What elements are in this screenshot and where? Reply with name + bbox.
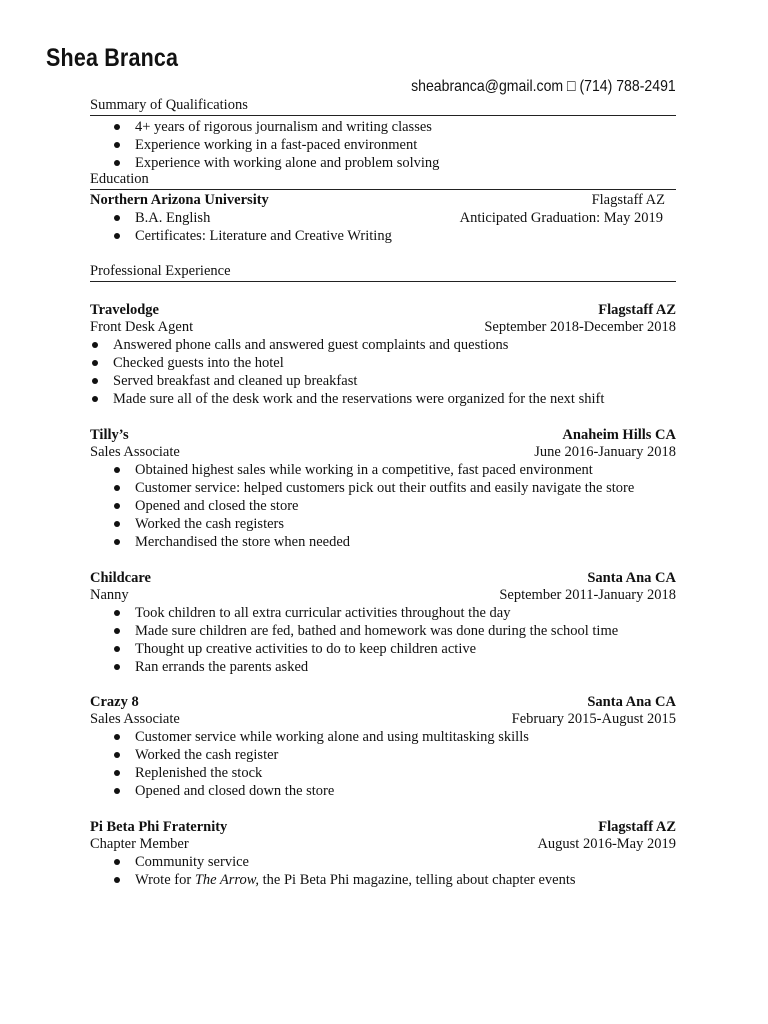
job-location: Anaheim Hills CA xyxy=(562,427,676,443)
list-item: Certificates: Literature and Creative Writing xyxy=(135,228,392,244)
job-dates: September 2011-January 2018 xyxy=(499,587,676,603)
list-item: Replenished the stock xyxy=(135,764,529,782)
job-header xyxy=(90,426,676,444)
job-title: Chapter Member xyxy=(90,836,189,852)
list-item: Made sure children are fed, bathed and homework was done during the school time xyxy=(135,623,619,639)
list-item: Worked the cash register xyxy=(135,746,529,764)
job-subheader xyxy=(90,835,676,853)
bullet-icon xyxy=(114,215,120,221)
list-item: Took children to all extra curricular activities throughout the day xyxy=(135,604,618,622)
summary-list xyxy=(135,118,439,172)
job-location: Flagstaff AZ xyxy=(598,819,676,835)
job-location: Santa Ana CA xyxy=(587,694,676,710)
job-header xyxy=(90,569,676,587)
job-dates: September 2018-December 2018 xyxy=(484,319,676,335)
item-prefix: Wrote for xyxy=(135,872,195,888)
job-header xyxy=(90,818,676,836)
list-item: Thought up creative activities to do to keep children active xyxy=(135,640,618,658)
job-title: Sales Associate xyxy=(90,711,180,727)
job-location: Santa Ana CA xyxy=(587,570,676,586)
job-location: Flagstaff AZ xyxy=(598,302,676,318)
school-location: Flagstaff AZ xyxy=(591,192,665,208)
job-subheader xyxy=(90,318,676,336)
degree: B.A. English xyxy=(135,210,211,226)
list-item xyxy=(135,871,576,889)
job-duties xyxy=(135,604,618,676)
job-subheader xyxy=(90,443,676,461)
list-item: Community service xyxy=(135,853,576,871)
list-item: Made sure all of the desk work and the reservations were organized for the next shift xyxy=(113,391,605,407)
job-header xyxy=(90,301,676,319)
education-list xyxy=(135,227,392,245)
list-item: Opened and closed the store xyxy=(135,497,634,515)
job-duties xyxy=(135,853,576,889)
list-item: Opened and closed down the store xyxy=(135,782,529,800)
list-item: Answered phone calls and answered guest complaints and questions xyxy=(113,336,604,354)
job-duties xyxy=(113,336,604,408)
list-item: Checked guests into the hotel xyxy=(113,354,604,372)
job-dates: June 2016-January 2018 xyxy=(534,444,676,460)
job-org: Pi Beta Phi Fraternity xyxy=(90,819,228,835)
job-org: Crazy 8 xyxy=(90,694,139,710)
list-item: Experience with working alone and problem solving xyxy=(135,155,440,171)
experience-heading: Professional Experience xyxy=(90,263,676,282)
list-item: Served breakfast and cleaned up breakfast xyxy=(113,372,604,390)
list-item: Obtained highest sales while working in a competitive, fast paced environment xyxy=(135,461,634,479)
resume-name: Shea Branca xyxy=(46,44,179,72)
job-duties xyxy=(135,728,529,800)
list-item: Customer service while working alone and using multitasking skills xyxy=(135,729,529,745)
job-subheader xyxy=(90,710,676,728)
list-item: Customer service: helped customers pick out their outfits and easily navigate the store xyxy=(135,480,635,496)
degree-item xyxy=(90,209,210,227)
education-degree-row xyxy=(90,209,663,227)
job-dates: February 2015-August 2015 xyxy=(511,711,676,727)
contact-line: sheabranca@gmail.com □ (714) 788-2491 xyxy=(411,78,676,95)
job-title: Nanny xyxy=(90,587,129,603)
graduation-date: Anticipated Graduation: May 2019 xyxy=(459,210,663,226)
education-heading: Education xyxy=(90,171,676,190)
job-org: Childcare xyxy=(90,570,151,586)
job-header xyxy=(90,693,676,711)
job-org: Travelodge xyxy=(90,302,159,318)
job-duties xyxy=(135,461,634,551)
item-suffix: the Pi Beta Phi magazine, telling about chapter events xyxy=(259,872,576,888)
job-subheader xyxy=(90,586,676,604)
job-title: Front Desk Agent xyxy=(90,319,194,335)
job-org: Tilly’s xyxy=(90,427,129,443)
job-title: Sales Associate xyxy=(90,444,180,460)
magazine-title: The Arrow, xyxy=(194,872,260,888)
list-item: Experience working in a fast-paced environment xyxy=(135,136,439,154)
list-item: Ran errands the parents asked xyxy=(135,658,618,676)
list-item: Worked the cash registers xyxy=(135,515,634,533)
summary-heading: Summary of Qualifications xyxy=(90,97,676,116)
list-item: Merchandised the store when needed xyxy=(135,533,634,551)
school-name: Northern Arizona University xyxy=(90,192,269,208)
list-item: 4+ years of rigorous journalism and writing classes xyxy=(135,118,439,136)
education-school-row xyxy=(90,191,665,209)
job-dates: August 2016-May 2019 xyxy=(537,836,676,852)
